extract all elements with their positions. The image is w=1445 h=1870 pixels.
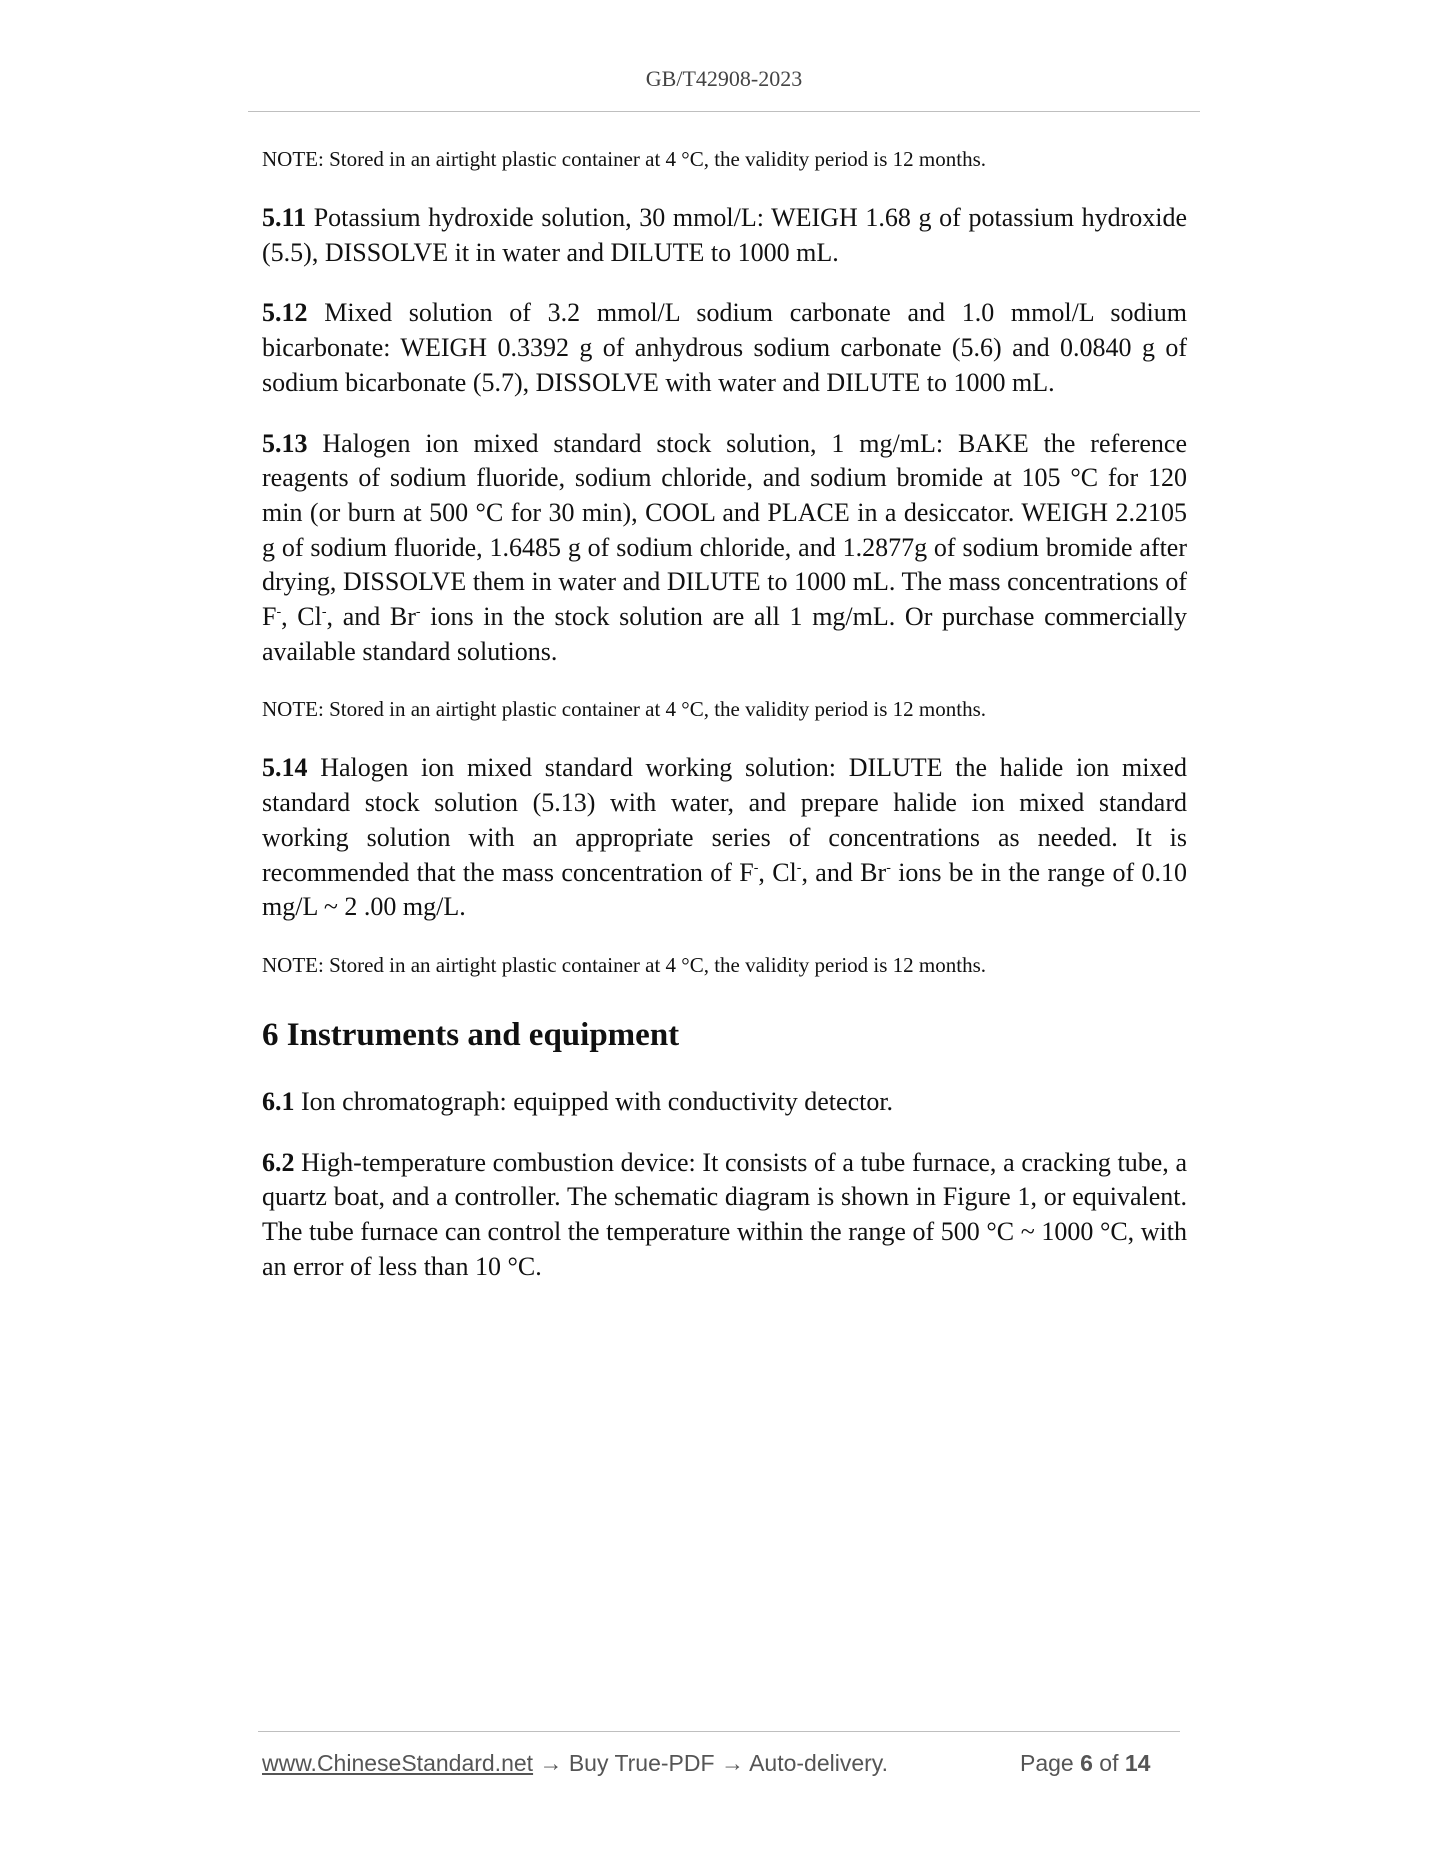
clause-number: 5.12 bbox=[262, 298, 308, 328]
delivery-text: Auto-delivery. bbox=[749, 1750, 888, 1776]
clause-text: Halogen ion mixed standard stock solution, 1 mg/mL: BAKE the reference reagents of sodium fluoride, sodium chloride, and sodium bromide at 105 °C for 120 min (or burn at 500 °C for 30 min), COOL and PLACE in a desiccator. WEIGH 2.2105 g of sodium fluoride, 1.6485 g of sodium chloride, and 1.2877g of sodium bromide after drying, DISSOLVE them in water and DILUTE to 1000 mL. The mass concentrations of F bbox=[262, 428, 1187, 632]
section-heading-6: 6 Instruments and equipment bbox=[262, 1016, 680, 1053]
arrow-icon: → bbox=[714, 1750, 750, 1776]
clause-text: , Cl bbox=[758, 857, 797, 887]
clause-text: , and Br bbox=[801, 857, 887, 887]
website-link[interactable]: www.ChineseStandard.net bbox=[262, 1750, 534, 1776]
clause-number: 5.13 bbox=[262, 428, 308, 458]
superscript-minus: - bbox=[276, 604, 282, 620]
of-label: of bbox=[1092, 1750, 1125, 1776]
total-page-count: 14 bbox=[1124, 1750, 1151, 1776]
clause-5-14 bbox=[262, 751, 1187, 925]
clause-number: 6.1 bbox=[262, 1086, 295, 1116]
page-label: Page bbox=[1020, 1750, 1081, 1776]
clause-text: ions be in the range of 0.10 mg/L ~ 2 .00 mg/L. bbox=[262, 857, 1188, 922]
header-divider bbox=[248, 111, 1200, 112]
note-5-13: NOTE: Stored in an airtight plastic container at 4 °C, the validity period is 12 months. bbox=[262, 697, 987, 722]
clause-text: ions in the stock solution are all 1 mg/mL. Or purchase commercially available standard solutions. bbox=[262, 602, 1187, 666]
clause-text: , Cl bbox=[281, 602, 322, 632]
page-header: GB/T42908-2023 bbox=[645, 66, 803, 91]
clause-text: Ion chromatograph: equipped with conductivity detector. bbox=[294, 1086, 894, 1116]
clause-number: 6.2 bbox=[262, 1147, 295, 1177]
clause-5-13 bbox=[262, 427, 1187, 670]
note-5-14: NOTE: Stored in an airtight plastic container at 4 °C, the validity period is 12 months. bbox=[262, 952, 987, 977]
clause-text: Mixed solution of 3.2 mmol/L sodium carbonate and 1.0 mmol/L sodium bicarbonate: WEIGH 0.3392 g of anhydrous sodium carbonate (5.6) and 0.0840 g of sodium bicarbonate (5.7), DISSOLVE with water and DILUTE to 1000 mL. bbox=[262, 298, 1187, 397]
clause-number: 5.11 bbox=[262, 203, 307, 232]
clause-6-2 bbox=[262, 1146, 1187, 1285]
superscript-minus: - bbox=[796, 859, 802, 875]
document-body bbox=[262, 145, 1187, 1310]
clause-text: , and Br bbox=[326, 602, 416, 632]
clause-text: Potassium hydroxide solution, 30 mmol/L: WEIGH 1.68 g of potassium hydroxide (5.5), DISSOLVE it in water and DILUTE to 1000 mL. bbox=[262, 203, 1187, 267]
clause-text: High-temperature combustion device: It consists of a tube furnace, a cracking tube, a quartz boat, and a controller. The schematic diagram is shown in Figure 1, or equivalent. The tube furnace can control the temperature within the range of 500 °C ~ 1000 °C, with an error of less than 10 °C. bbox=[262, 1147, 1187, 1281]
footer-divider bbox=[258, 1731, 1180, 1732]
superscript-minus: - bbox=[753, 859, 759, 875]
clause-6-1 bbox=[262, 1085, 1187, 1120]
current-page-number: 6 bbox=[1080, 1750, 1093, 1776]
superscript-minus: - bbox=[415, 604, 421, 620]
page-counter bbox=[1020, 1750, 1150, 1777]
clause-5-12 bbox=[262, 296, 1187, 400]
clause-5-11 bbox=[262, 201, 1187, 270]
clause-text: Halogen ion mixed standard working solution: DILUTE the halide ion mixed standard stock solution (5.13) with water, and prepare halide ion mixed standard working solution with an appropriate series of concentrations as needed. It is recommended that the mass concentration of F bbox=[262, 753, 1187, 887]
superscript-minus: - bbox=[886, 859, 891, 875]
note-5-10: NOTE: Stored in an airtight plastic container at 4 °C, the validity period is 12 months. bbox=[262, 147, 987, 171]
superscript-minus: - bbox=[321, 604, 327, 620]
clause-number: 5.14 bbox=[262, 753, 308, 783]
arrow-icon: → bbox=[533, 1750, 569, 1776]
buy-pdf-text: Buy True-PDF bbox=[568, 1750, 715, 1776]
footer-promo bbox=[262, 1750, 888, 1777]
